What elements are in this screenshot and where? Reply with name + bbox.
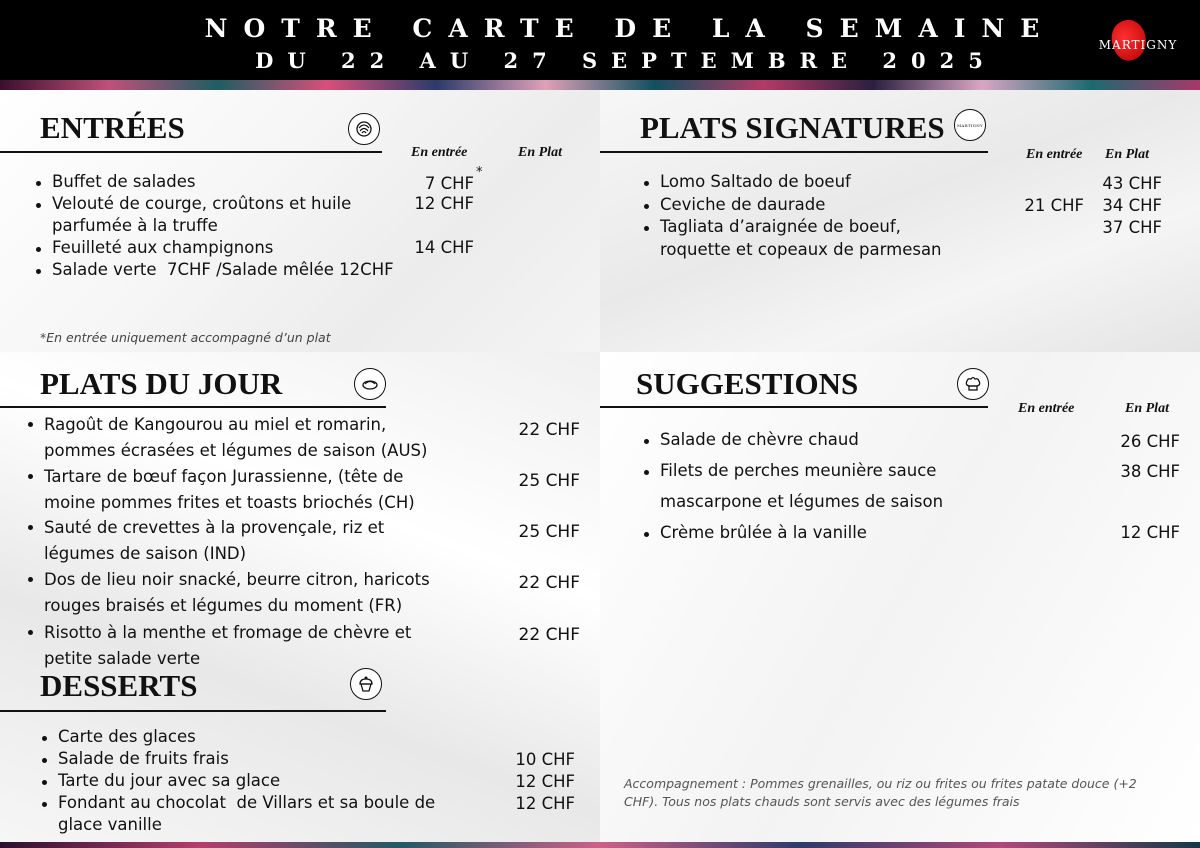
plats-du-jour-rule: [0, 406, 386, 408]
col-header-plat: En Plat: [518, 145, 562, 160]
col-header-plat: En Plat: [1105, 147, 1149, 162]
plats-du-jour-title: PLATS DU JOUR: [40, 366, 283, 401]
menu-item: Salade verte 7CHF /Salade mêlée 12CHF: [52, 260, 394, 279]
price-plat: 43 CHF: [1102, 174, 1162, 193]
menu-item: Filets de perches meunière sauce: [660, 461, 937, 480]
bullet: [28, 577, 33, 582]
bullet: [42, 758, 47, 763]
signatures-title: PLATS SIGNATURES: [640, 110, 945, 145]
bullet: [28, 525, 33, 530]
menu-item: Tartare de bœuf façon Jurassienne, (tête de: [44, 467, 404, 486]
desserts-title: DESSERTS: [40, 668, 198, 703]
bullet: [42, 780, 47, 785]
logo-text: MARTIGNY: [1098, 38, 1178, 52]
menu-item: Crème brûlée à la vanille: [660, 523, 867, 542]
price-entree: 7 CHF: [424, 174, 474, 193]
cupcake-icon: [350, 668, 382, 700]
chef-hat-icon: [957, 368, 989, 400]
price-entree: 21 CHF: [1024, 196, 1084, 215]
suggestions-panel: [600, 352, 1200, 842]
martigny-badge-icon: MARTIGNY: [954, 109, 986, 141]
entrees-title: ENTRÉES: [40, 110, 185, 145]
price: 22 CHF: [518, 625, 580, 645]
bullet: [644, 226, 649, 231]
menu-item: Ceviche de daurade: [660, 195, 826, 214]
price: 25 CHF: [518, 471, 580, 491]
bullet: [28, 630, 33, 635]
menu-item: Sauté de crevettes à la provençale, riz et: [44, 518, 385, 537]
menu-item: Tagliata d’araignée de boeuf,: [660, 217, 901, 236]
bullet: [644, 181, 649, 186]
bullet: [36, 181, 41, 186]
bullet: [28, 422, 33, 427]
menu-item: Buffet de salades: [52, 172, 196, 191]
signatures-rule: [600, 151, 988, 153]
col-header-entree: En entrée: [1018, 401, 1075, 416]
bullet: [644, 439, 649, 444]
menu-item: Fondant au chocolat de Villars et sa boule de: [58, 793, 436, 812]
price: 22 CHF: [518, 573, 580, 593]
bullet: [644, 204, 649, 209]
menu-item-cont: roquette et copeaux de parmesan: [660, 240, 942, 259]
decorative-band: [0, 80, 1200, 90]
col-header-entree: En entrée: [1026, 147, 1083, 162]
suggestions-rule: [600, 406, 988, 408]
menu-item: Dos de lieu noir snacké, beurre citron, haricots: [44, 570, 430, 589]
bullet: [42, 736, 47, 741]
bullet: [28, 474, 33, 479]
price: 25 CHF: [518, 522, 580, 542]
salad-icon: [348, 113, 380, 145]
menu-item-cont: parfumée à la truffe: [52, 216, 218, 235]
price-plat: 34 CHF: [1102, 196, 1162, 215]
menu-item: Lomo Saltado de boeuf: [660, 172, 851, 191]
price: 12 CHF: [515, 772, 575, 791]
bullet: [42, 802, 47, 807]
entrees-rule: [0, 151, 382, 153]
price: 12 CHF: [515, 794, 575, 813]
asterisk-mark: *: [476, 165, 483, 180]
price-entree: 12 CHF: [414, 194, 474, 213]
dish-icon: [354, 368, 386, 400]
menu-item: Salade de fruits frais: [58, 749, 229, 768]
price-entree: 14 CHF: [414, 238, 474, 257]
menu-item: Carte des glaces: [58, 727, 196, 746]
menu-title: NOTRE CARTE DE LA SEMAINE: [204, 14, 1056, 43]
menu-item-cont: glace vanille: [58, 815, 162, 834]
menu-item-cont: pommes écrasées et légumes de saison (AUS): [44, 441, 428, 460]
price: 22 CHF: [518, 420, 580, 440]
menu-item-cont: rouges braisés et légumes du moment (FR): [44, 596, 403, 615]
bullet: [644, 470, 649, 475]
menu-item: Risotto à la menthe et fromage de chèvre et: [44, 623, 412, 642]
menu-item: Tarte du jour avec sa glace: [58, 771, 281, 790]
bullet: [36, 247, 41, 252]
price-plat: 38 CHF: [1120, 462, 1180, 481]
menu-item: Velouté de courge, croûtons et huile: [52, 194, 352, 213]
decorative-band-bottom: [0, 842, 1200, 848]
price-plat: 37 CHF: [1102, 218, 1162, 237]
menu-item-cont: légumes de saison (IND): [44, 544, 247, 563]
menu-item: Ragoût de Kangourou au miel et romarin,: [44, 415, 387, 434]
price-plat: 12 CHF: [1120, 523, 1180, 542]
suggestions-title: SUGGESTIONS: [636, 366, 859, 401]
menu-item-cont: petite salade verte: [44, 649, 201, 668]
bullet: [36, 269, 41, 274]
menu-dates: DU 22 AU 27 SEPTEMBRE 2025: [255, 48, 997, 73]
price-plat: 26 CHF: [1120, 432, 1180, 451]
entrees-footnote: *En entrée uniquement accompagné d’un plat: [40, 330, 331, 345]
col-header-entree: En entrée: [411, 145, 468, 160]
bullet: [36, 203, 41, 208]
col-header-plat: En Plat: [1125, 401, 1169, 416]
menu-item-cont: mascarpone et légumes de saison: [660, 492, 944, 511]
menu-item: Feuilleté aux champignons: [52, 238, 274, 257]
accompaniment-note: Accompagnement : Pommes grenailles, ou riz ou frites ou frites patate douce (+2 CHF). Tous nos plats chauds sont servis avec des légumes frais: [624, 776, 1137, 809]
menu-item-cont: moine pommes frites et toasts briochés (CH): [44, 493, 415, 512]
price: 10 CHF: [515, 750, 575, 769]
bullet: [644, 532, 649, 537]
desserts-rule: [0, 710, 386, 712]
menu-item: Salade de chèvre chaud: [660, 430, 859, 449]
